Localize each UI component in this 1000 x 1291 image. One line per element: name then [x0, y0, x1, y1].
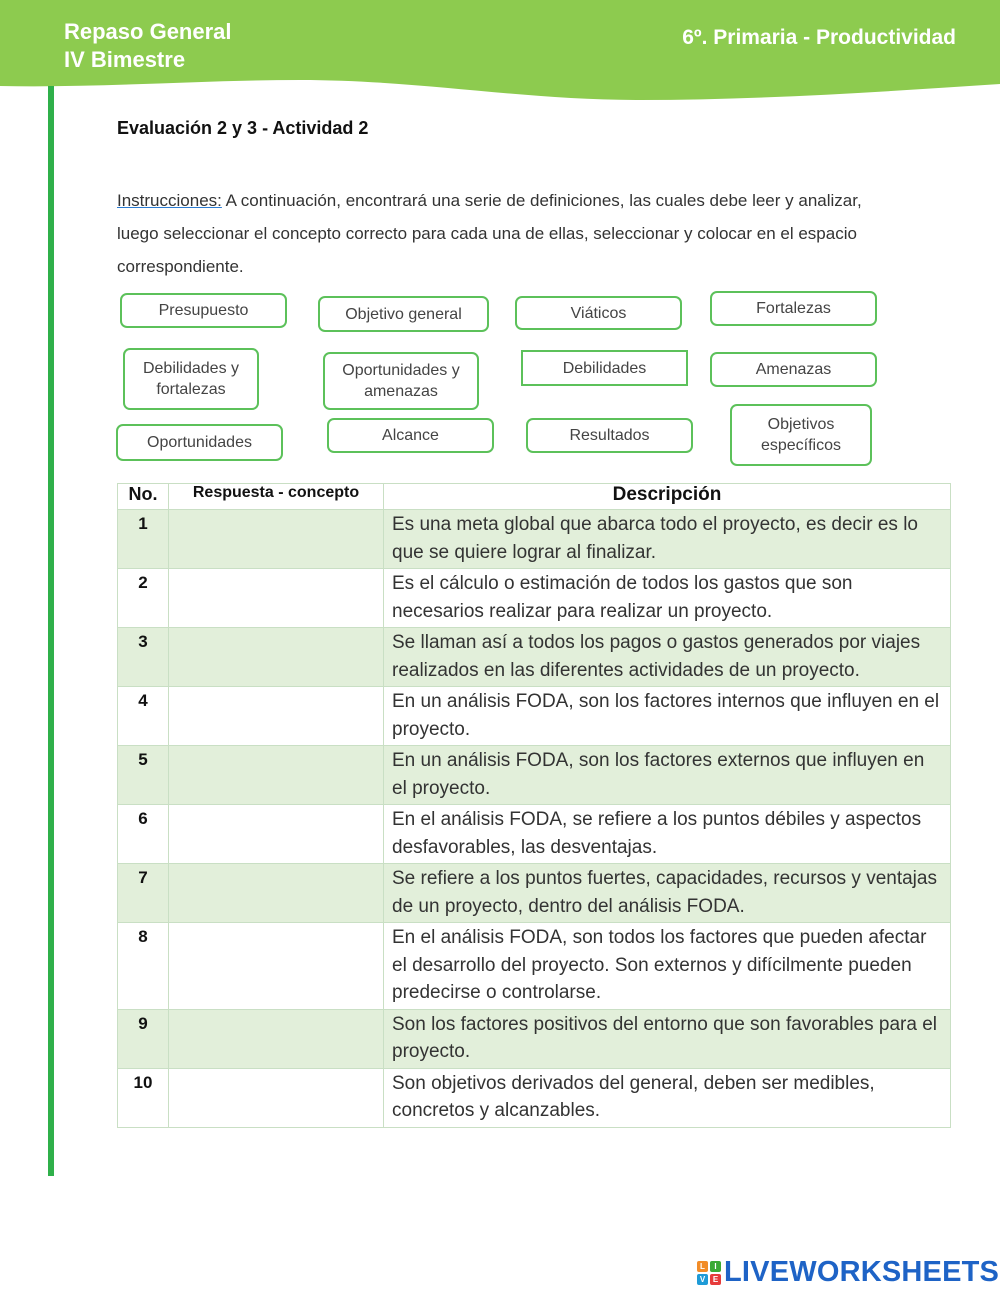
- logo-block: I: [710, 1261, 721, 1272]
- row-number: 9: [118, 1009, 169, 1068]
- answer-drop-zone[interactable]: [169, 864, 384, 923]
- answer-drop-zone[interactable]: [169, 1068, 384, 1127]
- logo-icon: [697, 1261, 721, 1285]
- word-chip[interactable]: Oportunidades: [116, 424, 283, 461]
- table-row: [118, 864, 951, 923]
- row-description: En el análisis FODA, son todos los factores que pueden afectar el desarrollo del proyecto. Son externos y difícilmente pueden predecirse o controlarse.: [384, 923, 951, 1010]
- header-course: 6º. Primaria - Productividad: [682, 26, 956, 49]
- row-number: 4: [118, 687, 169, 746]
- logo-block: E: [710, 1274, 721, 1285]
- liveworksheets-logo[interactable]: [697, 1256, 999, 1289]
- question-table: [117, 483, 951, 1128]
- row-number: 7: [118, 864, 169, 923]
- word-chip[interactable]: Debilidades: [521, 350, 688, 386]
- header-description: Descripción: [384, 484, 951, 510]
- row-description: Es el cálculo o estimación de todos los gastos que son necesarios realizar para realizar un proyecto.: [384, 569, 951, 628]
- instructions: [117, 184, 897, 283]
- instructions-text: A continuación, encontrará una serie de definiciones, las cuales debe leer y analizar, luego seleccionar el concepto correcto para cada una de ellas, seleccionar y colocar en el espacio correspondiente.: [117, 191, 862, 276]
- word-chip[interactable]: Amenazas: [710, 352, 877, 387]
- row-description: Son objetivos derivados del general, deben ser medibles, concretos y alcanzables.: [384, 1068, 951, 1127]
- answer-drop-zone[interactable]: [169, 1009, 384, 1068]
- word-chip[interactable]: Resultados: [526, 418, 693, 453]
- row-description: En un análisis FODA, son los factores externos que influyen en el proyecto.: [384, 746, 951, 805]
- table-row: [118, 805, 951, 864]
- answer-drop-zone[interactable]: [169, 687, 384, 746]
- table-row: [118, 746, 951, 805]
- row-number: 8: [118, 923, 169, 1010]
- table-row: [118, 510, 951, 569]
- logo-block: L: [697, 1261, 708, 1272]
- word-chip[interactable]: Alcance: [327, 418, 494, 453]
- logo-text: LIVEWORKSHEETS: [724, 1256, 1000, 1288]
- answer-drop-zone[interactable]: [169, 569, 384, 628]
- answer-drop-zone[interactable]: [169, 746, 384, 805]
- activity-title: Evaluación 2 y 3 - Actividad 2: [117, 118, 369, 138]
- row-number: 10: [118, 1068, 169, 1127]
- table-row: [118, 628, 951, 687]
- row-number: 1: [118, 510, 169, 569]
- left-margin-bar: [48, 86, 54, 1176]
- header-title: [64, 18, 232, 74]
- word-chip[interactable]: Fortalezas: [710, 291, 877, 326]
- word-chip[interactable]: Objetivos específicos: [730, 404, 872, 466]
- answer-drop-zone[interactable]: [169, 805, 384, 864]
- row-number: 6: [118, 805, 169, 864]
- answer-drop-zone[interactable]: [169, 923, 384, 1010]
- row-number: 2: [118, 569, 169, 628]
- word-chip[interactable]: Objetivo general: [318, 296, 489, 332]
- table-row: [118, 1068, 951, 1127]
- word-chip[interactable]: Oportunidades y amenazas: [323, 352, 479, 410]
- table-header-row: [118, 484, 951, 510]
- answer-drop-zone[interactable]: [169, 628, 384, 687]
- header-title-line1: Repaso General: [64, 19, 232, 44]
- instructions-label: Instrucciones:: [117, 191, 222, 210]
- row-description: Se llaman así a todos los pagos o gastos generados por viajes realizados en las diferentes actividades de un proyecto.: [384, 628, 951, 687]
- word-chip[interactable]: Presupuesto: [120, 293, 287, 328]
- row-description: En un análisis FODA, son los factores internos que influyen en el proyecto.: [384, 687, 951, 746]
- logo-block: V: [697, 1274, 708, 1285]
- row-description: Se refiere a los puntos fuertes, capacidades, recursos y ventajas de un proyecto, dentro del análisis FODA.: [384, 864, 951, 923]
- header-answer: Respuesta - concepto: [169, 484, 384, 510]
- table-row: [118, 923, 951, 1010]
- row-number: 3: [118, 628, 169, 687]
- table-row: [118, 687, 951, 746]
- word-chip[interactable]: Viáticos: [515, 296, 682, 330]
- row-description: Son los factores positivos del entorno que son favorables para el proyecto.: [384, 1009, 951, 1068]
- row-number: 5: [118, 746, 169, 805]
- header-no: No.: [118, 484, 169, 510]
- row-description: Es una meta global que abarca todo el proyecto, es decir es lo que se quiere lograr al finalizar.: [384, 510, 951, 569]
- table-row: [118, 569, 951, 628]
- header-title-line2: IV Bimestre: [64, 47, 186, 72]
- table-row: [118, 1009, 951, 1068]
- answer-drop-zone[interactable]: [169, 510, 384, 569]
- word-chip[interactable]: Debilidades y fortalezas: [123, 348, 259, 410]
- row-description: En el análisis FODA, se refiere a los puntos débiles y aspectos desfavorables, las desventajas.: [384, 805, 951, 864]
